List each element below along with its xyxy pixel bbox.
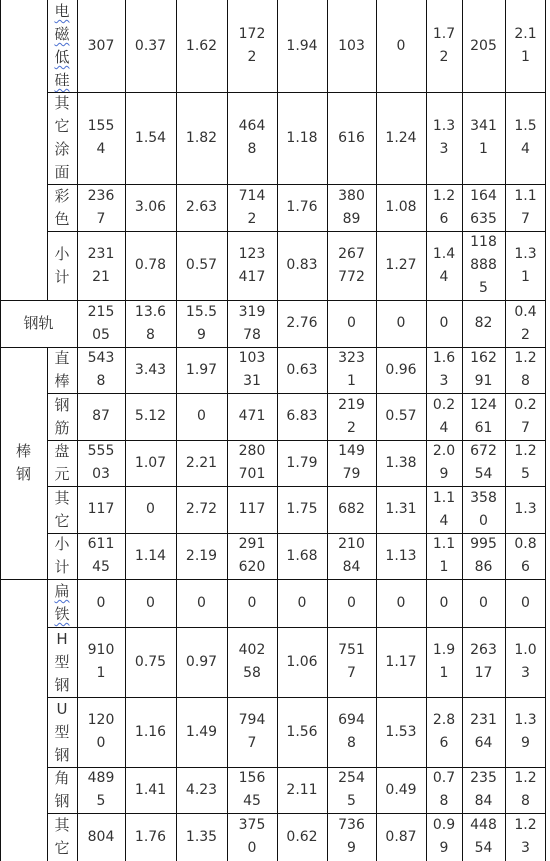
table-cell: 1.06 [286, 653, 318, 670]
table-cell: 231 64 [470, 712, 497, 751]
grid-line-v [47, 0, 48, 300]
table-cell: 263 17 [470, 642, 497, 681]
table-cell: 1.2 3 [514, 817, 537, 856]
table-cell: 0 [197, 408, 206, 424]
table-cell: 0 [396, 594, 406, 611]
table-cell: 1.3 1 [514, 245, 537, 285]
table-cell: 2.72 [185, 501, 218, 517]
grid-line-h [47, 440, 546, 441]
grid-line-v [176, 0, 177, 861]
table-cell: 15.5 9 [185, 303, 218, 343]
table-cell: 1.38 [385, 454, 417, 471]
row-name: 小 计 [54, 244, 70, 286]
table-cell: 1.31 [385, 501, 417, 517]
table-cell: 0.57 [385, 408, 417, 424]
row-name: 彩 色 [54, 186, 70, 228]
table-cell: 1.76 [134, 828, 167, 845]
table-cell: 1.07 [134, 454, 167, 471]
table-cell: 4.23 [185, 781, 218, 798]
table-cell: 280 701 [238, 443, 266, 482]
table-cell: 0.49 [385, 781, 417, 798]
table-cell: 0.62 [286, 828, 318, 845]
table-cell: 0.96 [385, 361, 417, 378]
table-cell: 0 [479, 594, 488, 611]
table-cell: 1.82 [185, 129, 218, 146]
table-cell: 0 [396, 315, 406, 331]
grid-line-h [47, 393, 546, 394]
grid-line-h [0, 579, 546, 580]
table-cell: 358 0 [470, 489, 497, 529]
table-cell: 1.0 3 [514, 642, 537, 681]
grid-line-h [47, 767, 546, 768]
table-cell: 0.8 6 [514, 536, 537, 575]
table-cell: 87 [92, 408, 110, 424]
table-cell: 2.1 1 [514, 26, 537, 65]
table-cell: 0 [439, 315, 449, 331]
grid-line-v [327, 0, 328, 861]
table-cell: 6.83 [286, 408, 318, 424]
grid-line-h [47, 697, 546, 698]
table-cell: 0.97 [185, 653, 218, 670]
table-cell: 219 2 [338, 396, 365, 436]
row-name: H 型 钢 [54, 629, 70, 694]
table-cell: 13.6 8 [134, 303, 167, 343]
table-cell: 1.2 8 [514, 350, 537, 389]
table-cell: 2.19 [185, 547, 218, 564]
table-cell: 1.53 [385, 723, 417, 740]
table-cell: 0 [146, 594, 155, 611]
table-cell: 117 [87, 501, 115, 517]
table-cell: 0 [297, 594, 307, 611]
table-cell: 3.43 [134, 361, 167, 378]
grid-line-v [505, 0, 506, 861]
row-name: 其 它 [54, 816, 70, 857]
table-cell: 402 58 [238, 642, 266, 681]
table-cell: 1.2 8 [514, 770, 537, 809]
table-cell: 210 84 [338, 536, 365, 575]
grid-line-v [426, 0, 427, 861]
grid-line-h [0, 300, 546, 301]
table-cell: 117 [238, 501, 266, 517]
table-cell: 1.94 [286, 37, 318, 54]
table-cell: 751 7 [338, 642, 365, 681]
grid-line-v [77, 0, 78, 861]
table-cell: 120 0 [87, 712, 115, 751]
table-cell: 291 620 [238, 536, 266, 575]
table-cell: 672 54 [470, 443, 497, 482]
table-cell: 714 2 [238, 187, 266, 227]
table-cell: 1.14 [134, 547, 167, 564]
grid-line-h [47, 92, 546, 93]
table-cell: 910 1 [87, 642, 115, 681]
table-cell: 155 4 [87, 118, 115, 157]
grid-line-v [462, 0, 463, 861]
table-cell: 82 [474, 315, 493, 331]
table-cell: 1.16 [134, 723, 167, 740]
table-cell: 611 45 [87, 536, 115, 575]
table-cell: 0.9 9 [432, 817, 456, 856]
table-cell: 2.8 6 [432, 712, 456, 751]
table-cell: 0 [347, 315, 356, 331]
table-cell: 103 [338, 37, 365, 54]
table-cell: 0 [521, 594, 530, 611]
table-cell: 1.54 [134, 129, 167, 146]
table-cell: 164 635 [470, 187, 497, 227]
table-cell: 0 [439, 594, 449, 611]
table-cell: 2.11 [286, 781, 318, 798]
table-cell: 1.1 7 [514, 187, 537, 227]
table-cell: 1.49 [185, 723, 218, 740]
table-cell: 0.37 [134, 37, 167, 54]
table-cell: 1.3 9 [514, 712, 537, 751]
table-cell: 0.87 [385, 828, 417, 845]
table-cell: 794 7 [238, 712, 266, 751]
grid-line-v [227, 0, 228, 861]
table-cell: 1.4 4 [432, 245, 456, 285]
row-name: U 型 钢 [54, 699, 70, 764]
table-cell: 1.79 [286, 454, 318, 471]
table-cell: 1.1 1 [432, 536, 456, 575]
grid-line-v [376, 0, 377, 861]
table-cell: 124 61 [470, 396, 497, 436]
table-cell: 156 45 [238, 770, 266, 809]
table-cell: 2.21 [185, 454, 218, 471]
grid-line-h [47, 486, 546, 487]
table-cell: 3.06 [134, 199, 167, 215]
table-cell: 1.17 [385, 653, 417, 670]
table-cell: 0 [396, 37, 406, 54]
grid-line-h [47, 627, 546, 628]
table-cell: 1.56 [286, 723, 318, 740]
table-cell: 995 86 [470, 536, 497, 575]
table-cell: 804 [87, 828, 115, 845]
table-cell: 1.68 [286, 547, 318, 564]
row-name: 其 它 涂 面 [54, 94, 70, 181]
table-cell: 231 21 [87, 245, 115, 285]
row-name: 角 钢 [54, 769, 70, 810]
table-cell: 123 417 [238, 245, 266, 285]
table-cell: 682 [338, 501, 365, 517]
table-cell: 448 54 [470, 817, 497, 856]
table-cell: 0 [146, 501, 155, 517]
row-name: 电 磁 低 硅 [54, 2, 70, 89]
table-cell: 1.76 [286, 199, 318, 215]
table-cell: 0.57 [185, 257, 218, 273]
table-cell: 1.7 2 [432, 26, 456, 65]
table-cell: 2.76 [286, 315, 318, 331]
table-cell: 543 8 [87, 350, 115, 389]
table-cell: 694 8 [338, 712, 365, 751]
table-cell: 1.6 3 [432, 350, 456, 389]
table-cell: 267 772 [338, 245, 365, 285]
row-name: 直 棒 [54, 349, 70, 390]
table-cell: 1.1 4 [432, 489, 456, 529]
table-cell: 341 1 [470, 118, 497, 157]
table-cell: 0 [197, 594, 206, 611]
table-cell: 1.3 3 [432, 118, 456, 157]
table-cell: 1.24 [385, 129, 417, 146]
table-cell: 103 31 [238, 350, 266, 389]
table-cell: 0.75 [134, 653, 167, 670]
table-cell: 205 [470, 37, 497, 54]
table-cell: 1.5 4 [514, 118, 537, 157]
grid-line-h [0, 347, 546, 348]
table-cell: 1.18 [286, 129, 318, 146]
group-label-rail: 钢轨 [23, 314, 54, 332]
table-cell: 1.27 [385, 257, 417, 273]
grid-line-v [47, 347, 48, 861]
grid-line-v [0, 0, 1, 861]
table-cell: 235 84 [470, 770, 497, 809]
table-cell: 1.75 [286, 501, 318, 517]
table-cell: 1.2 5 [514, 443, 537, 482]
table-cell: 1.2 6 [432, 187, 456, 227]
row-name: 盘 元 [54, 442, 70, 483]
table-cell: 0.83 [286, 257, 318, 273]
table-cell: 1.3 [514, 501, 537, 517]
table-cell: 323 1 [338, 350, 365, 389]
table-cell: 0 [347, 594, 356, 611]
table-cell: 0.7 8 [432, 770, 456, 809]
table-cell: 236 7 [87, 187, 115, 227]
table-cell: 464 8 [238, 118, 266, 157]
table-cell: 1.62 [185, 37, 218, 54]
table-cell: 1.41 [134, 781, 167, 798]
table-cell: 555 03 [87, 443, 115, 482]
grid-line-v [545, 0, 546, 861]
table-cell: 0 [247, 594, 257, 611]
table-cell: 254 5 [338, 770, 365, 809]
table-cell: 0.4 2 [514, 303, 537, 343]
table-cell: 0.78 [134, 257, 167, 273]
table-cell: 1.97 [185, 361, 218, 378]
grid-line-v [277, 0, 278, 861]
table-cell: 489 5 [87, 770, 115, 809]
table-cell: 0.63 [286, 361, 318, 378]
row-name: 小 计 [54, 535, 70, 576]
row-name: 其 它 [54, 488, 70, 530]
row-name: 扁 铁 [54, 582, 70, 623]
table-cell: 118 888 5 [470, 234, 497, 296]
table-cell: 471 [238, 408, 266, 424]
table-cell: 375 0 [238, 817, 266, 856]
table-cell: 2.0 9 [432, 443, 456, 482]
table-cell: 319 78 [238, 303, 266, 343]
table-cell: 2.63 [185, 199, 218, 215]
table-cell: 307 [87, 37, 115, 54]
table-cell: 162 91 [470, 350, 497, 389]
table-cell: 215 05 [87, 303, 115, 343]
table-cell: 5.12 [134, 408, 167, 424]
table-cell: 0 [96, 594, 106, 611]
table-cell: 380 89 [338, 187, 365, 227]
table-cell: 736 9 [338, 817, 365, 856]
table-cell: 1.08 [385, 199, 417, 215]
table-cell: 1.9 1 [432, 642, 456, 681]
table-cell: 0.2 4 [432, 396, 456, 436]
table-cell: 172 2 [238, 26, 266, 65]
group-label-bar-steel: 棒 钢 [15, 442, 31, 483]
table-cell: 1.35 [185, 828, 218, 845]
table-cell: 0.2 7 [514, 396, 537, 436]
table-cell: 1.13 [385, 547, 417, 564]
grid-line-h [47, 533, 546, 534]
row-name: 钢 筋 [54, 395, 70, 437]
grid-line-v [125, 0, 126, 861]
table-cell: 149 79 [338, 443, 365, 482]
table-cell: 616 [338, 129, 365, 146]
grid-line-h [47, 231, 546, 232]
grid-line-h [47, 813, 546, 814]
grid-line-h [47, 184, 546, 185]
